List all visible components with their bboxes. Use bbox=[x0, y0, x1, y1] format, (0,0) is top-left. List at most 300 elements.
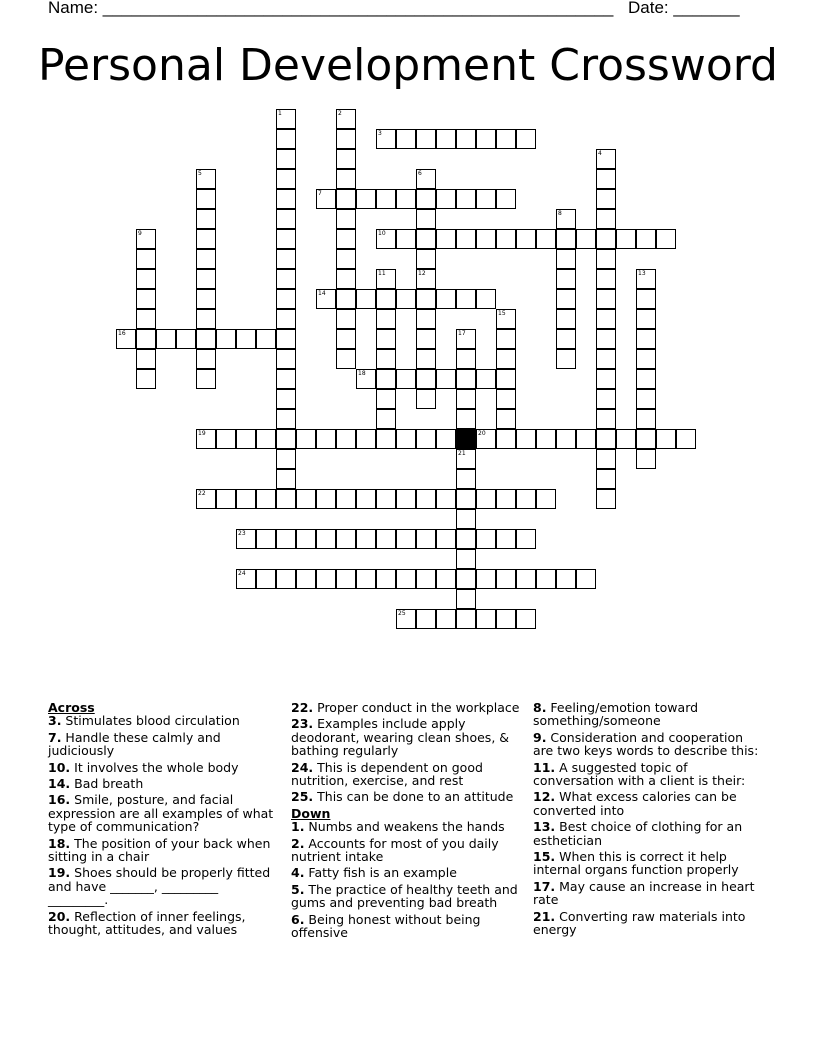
grid-cell[interactable] bbox=[596, 169, 616, 189]
grid-cell[interactable] bbox=[456, 509, 476, 529]
grid-cell[interactable] bbox=[356, 429, 376, 449]
clue-number-label: 8. bbox=[533, 700, 547, 715]
clue-number: 21 bbox=[458, 450, 466, 457]
clue-number: 10 bbox=[378, 230, 386, 237]
grid-cell[interactable] bbox=[436, 489, 456, 509]
grid-cell[interactable] bbox=[376, 129, 396, 149]
grid-cell[interactable] bbox=[276, 389, 296, 409]
grid-cell[interactable] bbox=[376, 349, 396, 369]
grid-cell[interactable] bbox=[636, 269, 656, 289]
grid-cell[interactable] bbox=[516, 569, 536, 589]
grid-cell[interactable] bbox=[596, 369, 616, 389]
grid-cell[interactable] bbox=[416, 349, 436, 369]
grid-cell[interactable] bbox=[636, 389, 656, 409]
grid-cell[interactable] bbox=[416, 249, 436, 269]
clue-number-label: 15. bbox=[533, 849, 556, 865]
grid-cell[interactable] bbox=[196, 229, 216, 249]
grid-cell[interactable] bbox=[436, 569, 456, 589]
grid-cell[interactable] bbox=[136, 269, 156, 289]
grid-cell[interactable] bbox=[456, 369, 476, 389]
grid-cell[interactable] bbox=[276, 569, 296, 589]
grid-cell[interactable] bbox=[556, 309, 576, 329]
grid-cell[interactable] bbox=[396, 229, 416, 249]
grid-cell[interactable] bbox=[256, 429, 276, 449]
grid-cell[interactable] bbox=[456, 229, 476, 249]
grid-cell[interactable] bbox=[256, 529, 276, 549]
grid-cell[interactable] bbox=[636, 409, 656, 429]
grid-cell[interactable] bbox=[516, 609, 536, 629]
clue-text: Feeling/emotion toward something/someone bbox=[533, 700, 699, 729]
grid-cell[interactable] bbox=[416, 309, 436, 329]
across-clue bbox=[291, 761, 523, 788]
grid-cell[interactable] bbox=[496, 409, 516, 429]
clue-text: This is dependent on good nutrition, exercise, and rest bbox=[291, 759, 483, 789]
down-heading: Down bbox=[291, 805, 331, 821]
grid-cell[interactable] bbox=[456, 329, 476, 349]
across-clue bbox=[48, 731, 276, 758]
grid-cell[interactable] bbox=[476, 569, 496, 589]
clue-number: 14 bbox=[318, 290, 326, 297]
grid-cell[interactable] bbox=[216, 329, 236, 349]
grid-cell[interactable] bbox=[376, 229, 396, 249]
clue-number: 5 bbox=[198, 170, 202, 177]
grid-cell[interactable] bbox=[456, 189, 476, 209]
grid-cell[interactable] bbox=[496, 229, 516, 249]
clue-number-label: 22. bbox=[291, 700, 314, 715]
grid-cell[interactable] bbox=[496, 529, 516, 549]
grid-cell[interactable] bbox=[256, 569, 276, 589]
grid-cell[interactable] bbox=[496, 309, 516, 329]
down-clue bbox=[291, 883, 523, 910]
grid-cell[interactable] bbox=[336, 249, 356, 269]
grid-cell[interactable] bbox=[596, 189, 616, 209]
grid-cell[interactable] bbox=[356, 489, 376, 509]
grid-cell[interactable] bbox=[296, 569, 316, 589]
grid-cell[interactable] bbox=[596, 289, 616, 309]
grid-cell[interactable] bbox=[376, 489, 396, 509]
clue-text: Bad breath bbox=[70, 776, 144, 792]
grid-cell[interactable] bbox=[436, 609, 456, 629]
grid-cell[interactable] bbox=[596, 149, 616, 169]
grid-cell[interactable] bbox=[416, 429, 436, 449]
clue-number: 22 bbox=[198, 490, 206, 497]
grid-cell[interactable] bbox=[436, 289, 456, 309]
grid-cell[interactable] bbox=[276, 329, 296, 349]
grid-cell[interactable] bbox=[336, 329, 356, 349]
grid-cell[interactable] bbox=[136, 329, 156, 349]
grid-cell[interactable] bbox=[456, 609, 476, 629]
grid-cell[interactable] bbox=[216, 429, 236, 449]
grid-cell[interactable] bbox=[476, 489, 496, 509]
grid-cell[interactable] bbox=[556, 249, 576, 269]
grid-cell[interactable] bbox=[376, 529, 396, 549]
grid-cell[interactable] bbox=[196, 169, 216, 189]
grid-cell[interactable] bbox=[396, 189, 416, 209]
grid-cell[interactable] bbox=[476, 609, 496, 629]
grid-cell[interactable] bbox=[216, 489, 236, 509]
grid-cell[interactable] bbox=[396, 489, 416, 509]
grid-cell[interactable] bbox=[416, 529, 436, 549]
grid-cell[interactable] bbox=[536, 489, 556, 509]
grid-cell[interactable] bbox=[416, 489, 436, 509]
grid-cell[interactable] bbox=[416, 129, 436, 149]
grid-cell[interactable] bbox=[456, 409, 476, 429]
grid-cell[interactable] bbox=[336, 569, 356, 589]
clue-text: Being honest without being offensive bbox=[291, 911, 481, 941]
grid-cell[interactable] bbox=[596, 429, 616, 449]
grid-cell[interactable] bbox=[416, 329, 436, 349]
grid-cell[interactable] bbox=[196, 269, 216, 289]
grid-cell[interactable] bbox=[556, 289, 576, 309]
grid-cell[interactable] bbox=[456, 289, 476, 309]
grid-cell[interactable] bbox=[576, 229, 596, 249]
clue-number: 13 bbox=[638, 270, 646, 277]
grid-cell[interactable] bbox=[316, 429, 336, 449]
grid-cell[interactable] bbox=[496, 569, 516, 589]
grid-cell[interactable] bbox=[556, 329, 576, 349]
grid-cell[interactable] bbox=[236, 569, 256, 589]
down-clue bbox=[533, 820, 765, 847]
grid-cell[interactable] bbox=[556, 429, 576, 449]
clue-text: Shoes should be properly fitted and have _______, _________ _________. bbox=[48, 865, 271, 908]
grid-cell[interactable] bbox=[236, 529, 256, 549]
grid-cell[interactable] bbox=[416, 569, 436, 589]
grid-cell[interactable] bbox=[476, 289, 496, 309]
grid-cell[interactable] bbox=[196, 309, 216, 329]
grid-cell[interactable] bbox=[396, 529, 416, 549]
grid-cell[interactable] bbox=[396, 609, 416, 629]
grid-cell[interactable] bbox=[636, 289, 656, 309]
grid-cell[interactable] bbox=[396, 429, 416, 449]
grid-cell[interactable] bbox=[576, 569, 596, 589]
grid-cell[interactable] bbox=[196, 289, 216, 309]
across-clue bbox=[48, 910, 276, 937]
grid-cell[interactable] bbox=[376, 429, 396, 449]
clue-text: May cause an increase in heart rate bbox=[533, 878, 755, 908]
clue-number-label: 7. bbox=[48, 729, 62, 745]
clue-number: 15 bbox=[498, 310, 506, 317]
grid-cell[interactable] bbox=[376, 309, 396, 329]
clue-text: What excess calories can be converted into bbox=[533, 789, 737, 818]
down-clue bbox=[533, 790, 765, 817]
grid-cell[interactable] bbox=[296, 429, 316, 449]
grid-cell[interactable] bbox=[116, 329, 136, 349]
grid-cell[interactable] bbox=[376, 189, 396, 209]
clue-number-label: 12. bbox=[533, 789, 556, 805]
grid-cell[interactable] bbox=[636, 309, 656, 329]
grid-cell[interactable] bbox=[436, 129, 456, 149]
across-clue bbox=[48, 866, 276, 906]
grid-cell[interactable] bbox=[616, 429, 636, 449]
grid-cell[interactable] bbox=[336, 309, 356, 329]
grid-cell[interactable] bbox=[316, 289, 336, 309]
grid-cell[interactable] bbox=[336, 289, 356, 309]
clue-text: Proper conduct in the workplace bbox=[313, 700, 520, 715]
grid-cell[interactable] bbox=[276, 349, 296, 369]
grid-cell[interactable] bbox=[456, 389, 476, 409]
grid-cell[interactable] bbox=[476, 229, 496, 249]
grid-cell[interactable] bbox=[636, 349, 656, 369]
grid-cell[interactable] bbox=[596, 249, 616, 269]
grid-cell[interactable] bbox=[276, 169, 296, 189]
grid-cell[interactable] bbox=[176, 329, 196, 349]
grid-cell[interactable] bbox=[376, 329, 396, 349]
grid-cell[interactable] bbox=[276, 369, 296, 389]
clue-number-label: 3. bbox=[48, 713, 62, 729]
grid-cell[interactable] bbox=[276, 249, 296, 269]
grid-cell[interactable] bbox=[196, 209, 216, 229]
clue-number: 11 bbox=[378, 270, 386, 277]
grid-cell[interactable] bbox=[396, 129, 416, 149]
grid-cell[interactable] bbox=[496, 429, 516, 449]
grid-cell[interactable] bbox=[476, 189, 496, 209]
grid-cell[interactable] bbox=[136, 349, 156, 369]
grid-cell[interactable] bbox=[356, 569, 376, 589]
grid-cell[interactable] bbox=[236, 429, 256, 449]
grid-cell[interactable] bbox=[276, 469, 296, 489]
grid-cell[interactable] bbox=[496, 389, 516, 409]
grid-cell[interactable] bbox=[336, 149, 356, 169]
grid-cell[interactable] bbox=[656, 229, 676, 249]
grid-cell[interactable] bbox=[416, 209, 436, 229]
grid-cell[interactable] bbox=[456, 129, 476, 149]
grid-cell[interactable] bbox=[336, 129, 356, 149]
grid-cell[interactable] bbox=[416, 609, 436, 629]
grid-cell[interactable] bbox=[516, 489, 536, 509]
grid-cell[interactable] bbox=[456, 529, 476, 549]
clues-column-3 bbox=[533, 701, 765, 940]
grid-cell[interactable] bbox=[476, 529, 496, 549]
grid-cell[interactable] bbox=[416, 269, 436, 289]
grid-cell[interactable] bbox=[196, 189, 216, 209]
clue-number: 12 bbox=[418, 270, 426, 277]
down-clue bbox=[533, 880, 765, 907]
grid-cell[interactable] bbox=[636, 369, 656, 389]
grid-cell[interactable] bbox=[276, 409, 296, 429]
grid-cell[interactable] bbox=[336, 529, 356, 549]
clue-text: When this is correct it help internal organs function properly bbox=[533, 849, 739, 878]
grid-cell[interactable] bbox=[536, 569, 556, 589]
grid-cell[interactable] bbox=[596, 309, 616, 329]
grid-cell[interactable] bbox=[376, 269, 396, 289]
clue-number-label: 9. bbox=[533, 729, 547, 745]
grid-cell[interactable] bbox=[476, 129, 496, 149]
grid-cell[interactable] bbox=[636, 449, 656, 469]
clue-number: 20 bbox=[478, 430, 486, 437]
grid-cell[interactable] bbox=[276, 129, 296, 149]
grid-cell[interactable] bbox=[276, 109, 296, 129]
grid-cell[interactable] bbox=[276, 309, 296, 329]
grid-cell[interactable] bbox=[456, 349, 476, 369]
grid-cell[interactable] bbox=[596, 329, 616, 349]
page-title: Personal Development Crossword bbox=[38, 40, 778, 91]
grid-cell[interactable] bbox=[196, 369, 216, 389]
grid-cell[interactable] bbox=[336, 209, 356, 229]
grid-cell[interactable] bbox=[416, 229, 436, 249]
grid-cell[interactable] bbox=[196, 329, 216, 349]
grid-cell[interactable] bbox=[156, 329, 176, 349]
grid-cell[interactable] bbox=[596, 389, 616, 409]
grid-cell[interactable] bbox=[596, 269, 616, 289]
grid-cell[interactable] bbox=[196, 489, 216, 509]
grid-cell[interactable] bbox=[256, 489, 276, 509]
grid-cell[interactable] bbox=[336, 109, 356, 129]
grid-cell[interactable] bbox=[356, 369, 376, 389]
grid-cell[interactable] bbox=[276, 149, 296, 169]
grid-cell[interactable] bbox=[416, 189, 436, 209]
clue-text: Reflection of inner feelings, thought, attitudes, and values bbox=[48, 908, 246, 938]
grid-cell[interactable] bbox=[416, 389, 436, 409]
grid-cell[interactable] bbox=[316, 489, 336, 509]
grid-cell[interactable] bbox=[456, 469, 476, 489]
grid-cell[interactable] bbox=[276, 449, 296, 469]
grid-cell[interactable] bbox=[276, 529, 296, 549]
grid-cell[interactable] bbox=[136, 309, 156, 329]
grid-cell[interactable] bbox=[636, 329, 656, 349]
grid-cell[interactable] bbox=[356, 289, 376, 309]
grid-cell[interactable] bbox=[456, 589, 476, 609]
grid-cell[interactable] bbox=[276, 269, 296, 289]
grid-cell[interactable] bbox=[396, 369, 416, 389]
grid-cell[interactable] bbox=[316, 569, 336, 589]
grid-cell[interactable] bbox=[396, 289, 416, 309]
grid-cell[interactable] bbox=[196, 249, 216, 269]
grid-cell[interactable] bbox=[356, 189, 376, 209]
clue-text: Accounts for most of you daily nutrient intake bbox=[291, 835, 499, 865]
grid-cell[interactable] bbox=[496, 609, 516, 629]
grid-cell[interactable] bbox=[336, 169, 356, 189]
clue-number-label: 25. bbox=[291, 789, 314, 805]
grid-cell[interactable] bbox=[276, 209, 296, 229]
grid-cell[interactable] bbox=[456, 549, 476, 569]
grid-cell[interactable] bbox=[336, 229, 356, 249]
grid-cell[interactable] bbox=[236, 329, 256, 349]
grid-cell[interactable] bbox=[596, 209, 616, 229]
grid-cell[interactable] bbox=[636, 429, 656, 449]
grid-cell[interactable] bbox=[436, 529, 456, 549]
grid-cell[interactable] bbox=[436, 369, 456, 389]
grid-cell[interactable] bbox=[136, 289, 156, 309]
grid-cell[interactable] bbox=[376, 289, 396, 309]
grid-cell[interactable] bbox=[456, 449, 476, 469]
grid-cell[interactable] bbox=[496, 129, 516, 149]
grid-cell[interactable] bbox=[196, 349, 216, 369]
grid-cell[interactable] bbox=[656, 429, 676, 449]
grid-cell[interactable] bbox=[396, 569, 416, 589]
grid-cell[interactable] bbox=[296, 489, 316, 509]
grid-cell[interactable] bbox=[276, 289, 296, 309]
grid-cell[interactable] bbox=[236, 489, 256, 509]
grid-cell[interactable] bbox=[516, 429, 536, 449]
clue-text: This can be done to an attitude bbox=[313, 789, 514, 805]
grid-cell[interactable] bbox=[536, 229, 556, 249]
grid-cell[interactable] bbox=[516, 129, 536, 149]
grid-cell[interactable] bbox=[476, 369, 496, 389]
grid-cell[interactable] bbox=[336, 429, 356, 449]
grid-cell[interactable] bbox=[336, 269, 356, 289]
grid-cell[interactable] bbox=[136, 249, 156, 269]
grid-cell[interactable] bbox=[556, 349, 576, 369]
grid-cell[interactable] bbox=[336, 189, 356, 209]
grid-cell[interactable] bbox=[376, 569, 396, 589]
grid-cell[interactable] bbox=[616, 229, 636, 249]
clue-text: Converting raw materials into energy bbox=[533, 908, 746, 938]
down-clue bbox=[291, 820, 523, 833]
grid-cell[interactable] bbox=[436, 189, 456, 209]
across-clue bbox=[48, 837, 276, 864]
grid-cell[interactable] bbox=[316, 529, 336, 549]
clue-number-label: 24. bbox=[291, 759, 314, 775]
clue-number-label: 13. bbox=[533, 819, 556, 835]
grid-cell[interactable] bbox=[516, 529, 536, 549]
grid-cell[interactable] bbox=[476, 429, 496, 449]
grid-cell[interactable] bbox=[636, 229, 656, 249]
clue-text: The practice of healthy teeth and gums and preventing bad breath bbox=[291, 881, 518, 911]
grid-cell[interactable] bbox=[376, 369, 396, 389]
grid-cell[interactable] bbox=[556, 269, 576, 289]
grid-cell[interactable] bbox=[536, 429, 556, 449]
grid-cell[interactable] bbox=[596, 409, 616, 429]
clue-number-label: 1. bbox=[291, 819, 305, 835]
grid-cell[interactable] bbox=[596, 349, 616, 369]
grid-cell[interactable] bbox=[136, 229, 156, 249]
clue-text: Examples include apply deodorant, wearing clean shoes, & bathing regularly bbox=[291, 716, 510, 759]
grid-cell[interactable] bbox=[596, 469, 616, 489]
grid-cell[interactable] bbox=[416, 369, 436, 389]
grid-cell[interactable] bbox=[256, 329, 276, 349]
grid-cell[interactable] bbox=[276, 229, 296, 249]
grid-cell[interactable] bbox=[556, 209, 576, 229]
grid-cell[interactable] bbox=[316, 189, 336, 209]
grid-cell[interactable] bbox=[516, 229, 536, 249]
grid-cell[interactable] bbox=[556, 229, 576, 249]
grid-cell[interactable] bbox=[196, 429, 216, 449]
clue-number-label: 23. bbox=[291, 716, 314, 732]
grid-cell[interactable] bbox=[276, 489, 296, 509]
grid-cell[interactable] bbox=[376, 409, 396, 429]
clue-number: 19 bbox=[198, 430, 206, 437]
grid-cell[interactable] bbox=[676, 429, 696, 449]
grid-cell[interactable] bbox=[456, 569, 476, 589]
clue-number-label: 6. bbox=[291, 911, 305, 927]
grid-cell[interactable] bbox=[296, 529, 316, 549]
grid-cell[interactable] bbox=[276, 189, 296, 209]
grid-cell[interactable] bbox=[496, 329, 516, 349]
grid-cell[interactable] bbox=[416, 289, 436, 309]
grid-cell[interactable] bbox=[456, 489, 476, 509]
grid-cell[interactable] bbox=[556, 569, 576, 589]
grid-cell[interactable] bbox=[596, 229, 616, 249]
clue-text: Best choice of clothing for an esthetician bbox=[533, 819, 743, 848]
grid-cell[interactable] bbox=[276, 429, 296, 449]
grid-cell[interactable] bbox=[376, 389, 396, 409]
grid-cell[interactable] bbox=[496, 349, 516, 369]
grid-cell[interactable] bbox=[356, 529, 376, 549]
grid-cell[interactable] bbox=[416, 169, 436, 189]
grid-cell[interactable] bbox=[496, 189, 516, 209]
grid-cell[interactable] bbox=[136, 369, 156, 389]
grid-cell[interactable] bbox=[336, 489, 356, 509]
grid-cell[interactable] bbox=[436, 429, 456, 449]
grid-cell[interactable] bbox=[596, 489, 616, 509]
clue-number: 16 bbox=[118, 330, 126, 337]
grid-cell[interactable] bbox=[336, 349, 356, 369]
grid-cell[interactable] bbox=[496, 369, 516, 389]
grid-cell[interactable] bbox=[596, 449, 616, 469]
grid-cell[interactable] bbox=[436, 229, 456, 249]
grid-cell[interactable] bbox=[576, 429, 596, 449]
grid-cell[interactable] bbox=[496, 489, 516, 509]
